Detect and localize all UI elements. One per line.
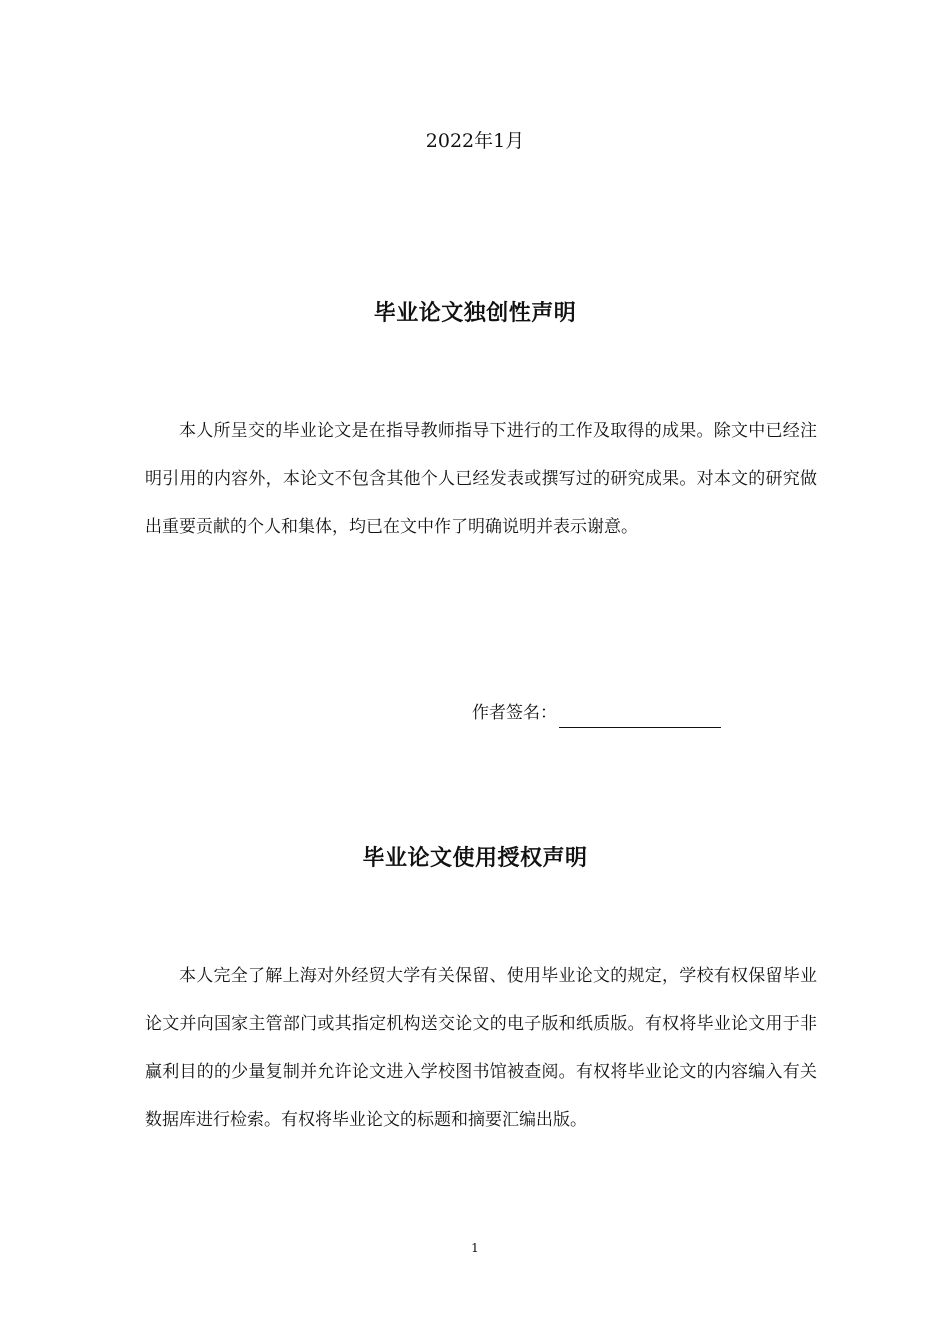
author-signature-line — [559, 705, 721, 728]
authorization-declaration-text: 本人完全了解上海对外经贸大学有关保留、使用毕业论文的规定，学校有权保留毕业论文并向国家主管部门或其指定机构送交论文的电子版和纸质版。有权将毕业论文用于非赢利目的的少量复制并允许论文进入学校图书馆被查阅。有权将毕业论文的内容编入有关数据库进行检索。有权将毕业论文的标题和摘要汇编出版。 — [145, 966, 817, 1130]
originality-declaration-title: 毕业论文独创性声明 — [373, 301, 577, 326]
author-signature-row — [472, 698, 721, 728]
author-signature-label: 作者签名： — [472, 703, 557, 723]
page-number: 1 — [471, 1241, 479, 1255]
date-line: 2022年1月 — [425, 130, 525, 152]
authorization-declaration-title: 毕业论文使用授权声明 — [362, 846, 588, 871]
originality-declaration-text: 本人所呈交的毕业论文是在指导教师指导下进行的工作及取得的成果。除文中已经注明引用的内容外，本论文不包含其他个人已经发表或撰写过的研究成果。对本文的研究做出重要贡献的个人和集体，均已在文中作了明确说明并表示谢意。 — [145, 421, 817, 537]
